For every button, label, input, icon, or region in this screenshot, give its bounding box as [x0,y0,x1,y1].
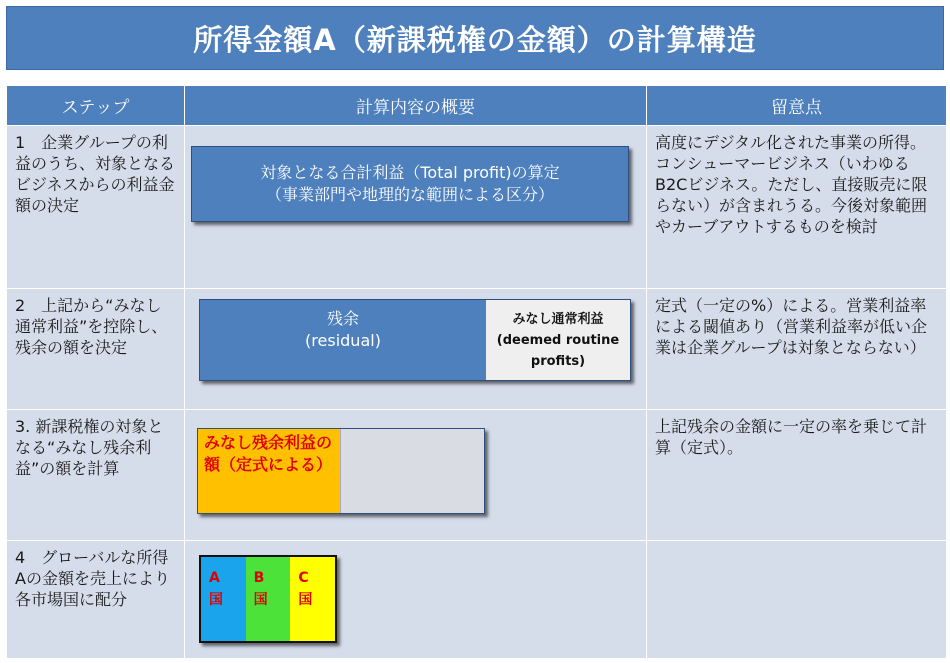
country-a-segment [201,557,246,641]
table-row [7,410,947,541]
step-cell: 2 上記から“みなし通常利益”を控除し、残余の額を決定 [7,289,185,410]
page-title: 所得金額A（新課税権の金額）の計算構造 [193,22,757,57]
note-cell: 上記残余の金額に一定の率を乗じて計算（定式）。 [647,410,947,541]
content-cell [185,126,647,289]
country-b-segment [246,557,291,641]
header-step: ステップ [7,86,185,126]
step-cell: 4 グローバルな所得Aの金額を売上により各市場国に配分 [7,541,185,659]
routine-label: みなし通常利益 [512,311,604,327]
country-a-letter: A [209,570,220,586]
step-cell: 1 企業グループの利益のうち、対象となるビジネスからの利益金額の決定 [7,126,185,289]
content-cell [185,541,647,659]
total-profit-box [191,146,629,222]
title-bar [6,6,944,70]
routine-segment [486,300,630,380]
note-cell [647,541,947,659]
residual-routine-box [199,299,631,381]
residual-sublabel: (residual) [305,331,381,350]
residual-segment [200,300,486,380]
remaining-segment [340,429,484,513]
content-cell [185,410,647,541]
country-b-suffix: 国 [253,592,268,608]
routine-sublabel-2: profits) [530,353,586,369]
table-header-row [7,86,947,126]
table-row [7,541,947,659]
table-row [7,126,947,289]
residual-label: 残余 [326,309,359,328]
routine-sublabel-1: (deemed routine [496,332,620,348]
note-cell: 高度にデジタル化された事業の所得。コンシューマービジネス（いわゆるB2Cビジネス。ただし、直接販売に限らない）が含まれうる。今後対象範囲やカーブアウトするものを検討 [647,126,947,289]
deemed-residual-box [197,428,485,514]
country-c-segment [290,557,335,641]
header-notes: 留意点 [647,86,947,126]
calculation-table [6,85,947,659]
country-b-letter: B [253,570,265,586]
country-c-letter: C [298,570,309,586]
note-cell: 定式（一定の%）による。営業利益率による閾値あり（営業利益率が低い企業は企業グループは対象とならない） [647,289,947,410]
content-cell [185,289,647,410]
step-cell: 3. 新課税権の対象となる“みなし残余利益”の額を計算 [7,410,185,541]
total-profit-sublabel: （事業部門や地理的な範囲による区分） [265,185,554,204]
table-row [7,289,947,410]
country-c-suffix: 国 [298,592,313,608]
country-allocation-box [199,555,337,643]
country-a-suffix: 国 [209,592,223,608]
total-profit-label: 対象となる合計利益（Total profit)の算定 [260,163,560,182]
header-content: 計算内容の概要 [185,86,647,126]
deemed-residual-segment: みなし残余利益の額（定式による） [198,429,340,513]
